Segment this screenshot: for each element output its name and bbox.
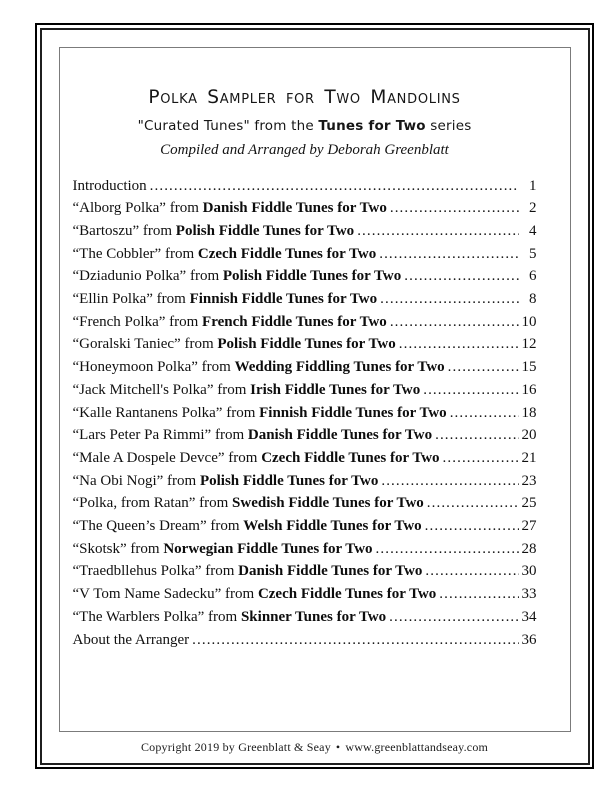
footer	[42, 733, 588, 763]
footer-text	[141, 740, 488, 755]
toc-tune-name: “Bartoszu” from	[72, 222, 176, 239]
toc-series-name: Swedish Fiddle Tunes for Two	[232, 495, 424, 512]
toc-series-name: Norwegian Fiddle Tunes for Two	[163, 540, 373, 557]
toc-leader-dots	[427, 492, 519, 515]
toc-series-name: French Fiddle Tunes for Two	[202, 313, 387, 330]
toc-leader-dots	[399, 333, 519, 356]
toc-entry	[73, 311, 537, 334]
page-content	[60, 48, 570, 731]
toc-series-name: Polish Fiddle Tunes for Two	[199, 472, 379, 489]
toc-leader-dots	[379, 243, 518, 266]
toc-entry	[73, 379, 537, 402]
toc-entry	[73, 629, 537, 652]
toc-entry	[73, 288, 537, 311]
toc-leader-dots	[192, 629, 518, 652]
toc-entry-title	[73, 333, 396, 356]
book-subtitle	[73, 117, 537, 136]
toc-entry	[73, 492, 537, 515]
toc-tune-name: “Ellin Polka” from	[72, 291, 190, 308]
copyright-text: Copyright 2019 by Greenblatt & Seay	[140, 740, 331, 754]
toc-series-name: Wedding Fiddling Tunes for Two	[234, 359, 445, 376]
toc-leader-dots	[381, 470, 518, 493]
toc-tune-name: “Skotsk” from	[72, 540, 164, 557]
toc-leader-dots	[390, 197, 519, 220]
toc-entry	[73, 197, 537, 220]
toc-page-number: 30	[521, 563, 537, 580]
book-title: Polka Sampler for Two Mandolins	[148, 86, 461, 108]
toc-page-number: 34	[521, 608, 537, 625]
toc-series-name: Finnish Fiddle Tunes for Two	[259, 404, 447, 421]
toc-entry-title	[73, 288, 378, 311]
toc-series-name: Danish Fiddle Tunes for Two	[238, 563, 423, 580]
toc-page-number: 18	[521, 404, 537, 421]
toc-entry-title	[73, 220, 355, 243]
byline: Compiled and Arranged by Deborah Greenblatt	[160, 141, 449, 158]
toc-page-number: 6	[529, 268, 537, 285]
toc-leader-dots	[376, 538, 519, 561]
toc-series-name: Danish Fiddle Tunes for Two	[202, 200, 387, 217]
toc-tune-name: “French Polka” from	[72, 313, 203, 330]
toc-tune-name: “Dziadunio Polka” from	[72, 268, 223, 285]
toc-leader-dots	[150, 175, 519, 198]
toc-entry	[73, 402, 537, 425]
inner-border-frame	[59, 47, 571, 732]
toc-leader-dots	[357, 220, 518, 243]
toc-tune-name: “The Warblers Polka” from	[72, 608, 241, 625]
toc-leader-dots	[389, 606, 518, 629]
toc-entry	[73, 243, 537, 266]
toc-tune-name: “Traedbllehus Polka” from	[72, 563, 239, 580]
toc-entry-title	[73, 606, 387, 629]
toc-entry-title	[73, 470, 379, 493]
toc-tune-name: “Male A Dospele Devce” from	[72, 449, 262, 466]
toc-series-name: Skinner Tunes for Two	[240, 608, 387, 625]
toc-leader-dots	[404, 265, 518, 288]
toc-tune-name: “Alborg Polka” from	[72, 200, 203, 217]
toc-leader-dots	[450, 402, 519, 425]
toc-entry	[73, 470, 537, 493]
website-text: www.greenblattandseay.com	[345, 740, 489, 754]
toc-entry-title	[73, 629, 190, 652]
toc-entry	[73, 424, 537, 447]
toc-series-name: Czech Fiddle Tunes for Two	[261, 449, 440, 466]
toc-entry-title	[73, 447, 440, 470]
toc-leader-dots	[425, 515, 519, 538]
toc-leader-dots	[390, 311, 519, 334]
toc-series-name: Polish Fiddle Tunes for Two	[175, 222, 355, 239]
toc-series-name: Czech Fiddle Tunes for Two	[257, 586, 437, 603]
outer-border-frame	[35, 23, 594, 769]
toc-entry	[73, 606, 537, 629]
toc-leader-dots	[435, 424, 518, 447]
toc-entry-title	[73, 492, 424, 515]
toc-leader-dots	[439, 583, 518, 606]
toc-leader-dots	[443, 447, 519, 470]
toc-entry-title	[73, 379, 421, 402]
toc-entry	[73, 538, 537, 561]
toc-entry-title	[73, 356, 445, 379]
toc-entry-title	[73, 197, 387, 220]
toc-series-name: Irish Fiddle Tunes for Two	[250, 381, 421, 398]
toc-entry	[73, 560, 537, 583]
toc-entry-title	[73, 402, 447, 425]
toc-entry	[73, 220, 537, 243]
toc-page-number: 28	[521, 540, 537, 557]
toc-series-name: Welsh Fiddle Tunes for Two	[243, 518, 422, 535]
toc-tune-name: “The Cobbler” from	[72, 245, 198, 262]
toc-series-name: Finnish Fiddle Tunes for Two	[189, 291, 378, 308]
toc-tune-name: “Na Obi Nogi” from	[72, 472, 200, 489]
subtitle-prefix: "Curated Tunes" from the	[137, 117, 319, 134]
toc-entry-title	[73, 424, 433, 447]
toc-tune-name: “Kalle Rantanens Polka” from	[72, 404, 260, 421]
toc-series-name: Danish Fiddle Tunes for Two	[247, 427, 433, 444]
toc-page-number: 12	[521, 336, 537, 353]
toc-page-number: 4	[529, 222, 537, 239]
toc-page-number: 1	[529, 177, 537, 194]
toc-tune-name: Introduction	[72, 177, 147, 194]
toc-entry-title	[73, 175, 147, 198]
toc-page-number: 20	[521, 427, 537, 444]
toc-tune-name: “The Queen’s Dream” from	[72, 518, 244, 535]
subtitle-series-name: Tunes for Two	[318, 117, 426, 134]
toc-page-number: 36	[521, 631, 537, 648]
toc-tune-name: “V Tom Name Sadecku” from	[72, 586, 258, 603]
toc-entry	[73, 333, 537, 356]
toc-page-number: 25	[521, 495, 537, 512]
toc-tune-name: “Lars Peter Pa Rimmi” from	[72, 427, 248, 444]
toc-leader-dots	[423, 379, 518, 402]
toc-page-number: 5	[529, 245, 537, 262]
toc-tune-name: “Polka, from Ratan” from	[72, 495, 233, 512]
toc-list	[73, 175, 537, 652]
toc-page-number: 15	[521, 359, 537, 376]
toc-page-number: 8	[529, 291, 537, 308]
toc-page-number: 2	[529, 200, 537, 217]
toc-entry	[73, 583, 537, 606]
bullet-separator-icon: •	[335, 740, 341, 754]
title-block	[73, 85, 537, 160]
toc-leader-dots	[448, 356, 519, 379]
toc-tune-name: “Honeymoon Polka” from	[72, 359, 235, 376]
toc-page-number: 33	[521, 586, 537, 603]
toc-series-name: Czech Fiddle Tunes for Two	[197, 245, 377, 262]
toc-entry	[73, 515, 537, 538]
toc-entry-title	[73, 538, 373, 561]
toc-page-number: 21	[521, 449, 537, 466]
middle-border-frame	[40, 28, 590, 765]
toc-entry-title	[73, 583, 437, 606]
toc-page-number: 10	[521, 313, 537, 330]
toc-tune-name: “Goralski Taniec” from	[72, 336, 218, 353]
toc-entry-title	[73, 243, 377, 266]
toc-leader-dots	[380, 288, 518, 311]
toc-series-name: Polish Fiddle Tunes for Two	[222, 268, 402, 285]
toc-page-number: 27	[521, 518, 537, 535]
toc-entry	[73, 447, 537, 470]
toc-tune-name: About the Arranger	[72, 631, 190, 648]
toc-entry-title	[73, 515, 422, 538]
toc-series-name: Polish Fiddle Tunes for Two	[217, 336, 396, 353]
subtitle-suffix: series	[425, 117, 472, 134]
toc-page-number: 23	[521, 472, 537, 489]
toc-entry-title	[73, 311, 387, 334]
toc-entry-title	[73, 560, 423, 583]
toc-entry	[73, 265, 537, 288]
toc-entry-title	[73, 265, 402, 288]
toc-page-number: 16	[521, 381, 537, 398]
toc-entry	[73, 356, 537, 379]
toc-tune-name: “Jack Mitchell's Polka” from	[72, 381, 251, 398]
toc-entry	[73, 175, 537, 198]
toc-leader-dots	[425, 560, 518, 583]
